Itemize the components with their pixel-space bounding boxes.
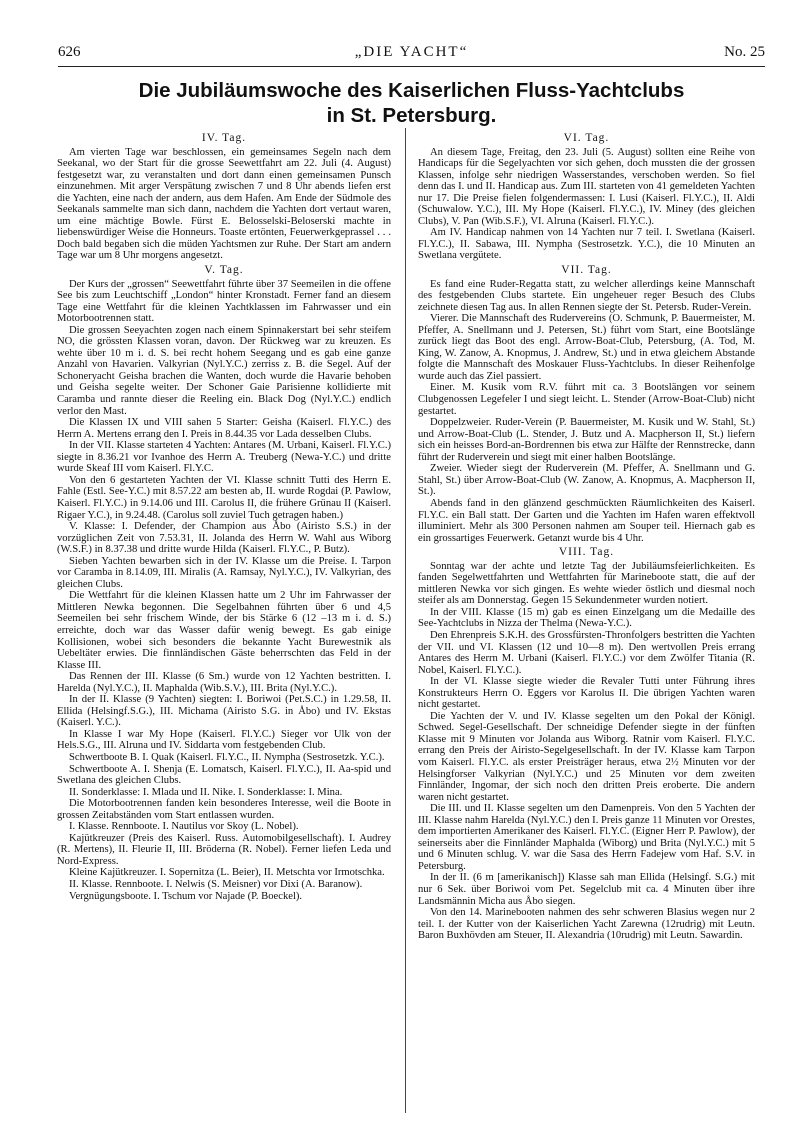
column-divider <box>405 128 406 1113</box>
issue-number: No. 25 <box>724 44 765 60</box>
section-heading: VIII. Tag. <box>558 546 615 559</box>
paragraph: Von den 6 gestarteten Yachten der VI. Klasse schnitt Tutti des Herrn E. Fahle (Estl. See-Y.C.) mit 8.57.22 am besten ab, II. wurde Rogdai (P. Pawlow, Kaiserl. Fl.Y.C.) in 9.14.06 und III. Carolus II, die frühere Grünau II (Kaiserl. Rigaer Y.C.), in 9.24.48. (Carolus soll zuviel Tuch getragen haben.) <box>57 474 391 521</box>
paragraph: Am vierten Tage war beschlossen, ein gemeinsames Segeln nach dem Seekanal, wo der Start für die grosse Seewettfahrt am 22. Juli (4. August) festgesetzt war, zu veranstalten und dort dann einen gemeinsamen Punsch einzunehmen. Mit arger Verspätung zwischen 7 und 8 Uhr abends liefen erst die Yachten, eine nach der andern, aus dem Hafen. Am Ende der Südmole des Seekanals sammelte man sich dann, nachdem die Yachten dort vertaut waren, um eine mächtige Bowle. Fürst E. Belosselski-Beloserski machte in liebenswürdiger Weise die Honneurs. Toaste ertönten, Feuerwerkgeprassel . . . Doch bald begaben sich die müden Yachtsmen zur Ruhe. Der Start am andern Tage war um 8 Uhr morgens angesetzt. <box>57 146 391 262</box>
paragraph: II. Klasse. Rennboote. I. Nelwis (S. Meisner) vor Dixi (A. Baranow). <box>69 879 363 890</box>
paragraph: Die III. und II. Klasse segelten um den Damenpreis. Von den 5 Yachten der III. Klasse nahm Harelda (Nyl.Y.C.) den I. Preis ganze 11 Minuten vor Orestes, dem importierten Amerikaner des Kaiserl. Fl.Y.C. (Eigner Herr P. Pawlow), der seinerseits aber die Finnländer Maphalda (Wiborg) und Brita (Nyl.Y.C.) mit 5 und 6 Minuten schlug. V. war die Sasa des Herrn Fadejew vom Haf. S.V. in Petersburg. <box>418 803 755 872</box>
paragraph: V. Klasse: I. Defender, der Champion aus Åbo (Airisto S.S.) in der vorzüglichen Zeit von 7.53.31, II. Jolanda des Herrn W. Wahl aus Wiborg (W.S.F.) in 8.37.38 und dritte wurde Hilda (Kaiserl. Fl.Y.C., P. Butz). <box>57 521 391 556</box>
paragraph: Einer. M. Kusik vom R.V. führt mit ca. 3 Bootslängen vor seinem Clubgenossen Legefeler I und siegt leicht. L. Stender (Arrow-Boat-Club) nicht gestartet. <box>418 382 755 417</box>
paragraph: Schwertboote A. I. Shenja (E. Lomatsch, Kaiserl. Fl.Y.C.), II. Aa-spid und Swetlana des gleichen Clubs. <box>57 763 391 787</box>
page-number: 626 <box>58 44 81 60</box>
paragraph: II. Sonderklasse: I. Mlada und II. Nike. I. Sonderklasse: I. Mina. <box>69 786 343 798</box>
paragraph: An diesem Tage, Freitag, den 23. Juli (5. August) sollten eine Reihe von Handicaps für die Segelyachten vor sich gehen, doch mussten die der grossen Klassen, infolge sehr niedrigen Wasserstandes, verschoben werden. So fiel denn das I. und II. Handicap aus. Zum III. starteten von 41 gemeldeten Yachten nur 17. Die Preise fielen folgendermassen: I. Lusi (Kaiserl. Fl.Y.C.), II. Aldi (Schuwalow. Y.C.), III. My Hope (Kaiserl. Fl.Y.C.), IV. Miney (des gleichen Clubs), V. Pan (Wib.S.F.), VI. Alruna (Kaiserl. Fl.Y.C.). <box>418 146 755 227</box>
paragraph: In der VII. Klasse starteten 4 Yachten: Antares (M. Urbani, Kaiserl. Fl.Y.C.) siegte in 8.36.21 vor Ivanhoe des Herrn A. Treuberg (Newa-Y.C.) und dritte wurde Skeaf III vom Kaiserl. Fl.Y.C. <box>57 440 391 475</box>
paragraph: Kleine Kajütkreuzer. I. Sopernitza (L. Beier), II. Metschta vor Irmotschka. <box>69 867 385 879</box>
paragraph: I. Klasse. Rennboote. I. Nautilus vor Skoy (L. Nobel). <box>69 821 299 833</box>
paragraph: In der VI. Klasse siegte wieder die Revaler Tutti unter Führung ihres Konstrukteurs Herrn O. Eggers vor Karolus II. Die übrigen Yachten waren nicht gestartet. <box>418 676 755 711</box>
section-heading: VI. Tag. <box>563 132 610 144</box>
paragraph: Von den 14. Marinebooten nahmen des sehr schweren Blasius wegen nur 2 teil. I. der Kutter von der Kaiserlichen Yacht Zarewna (12rudrig) mit Leutn. Baron Buxhövden am Steuer, II. Alexandria (10rudrig) mit Leutn. Sawardin. <box>418 907 755 942</box>
left-column <box>57 130 391 1115</box>
paragraph: Sonntag war der achte und letzte Tag der Jubiläumsfeierlichkeiten. Es fanden Segelwettfahrten und Wettfahrten für Marineboote statt, die auf der mittleren Newka vor sich gingen. Es wehte wieder östlich und diesmal noch steifer als am Donnerstag. Gegen 15 Sekundenmeter wurden notiert. <box>418 560 755 607</box>
paragraph: Die grossen Seeyachten zogen nach einem Spinnakerstart bei sehr steifem NO, die grössten Klassen voran, davon. Der Rückweg war zu kreuzen. Es wehte über 10 m i. d. S. bei recht hohem Seegang und es gab eine ganze Anzahl von Havarien. Valkyrian (Nyl.Y.C.) zerriss z. B. die Segel. Auf der Schoneryacht Geisha brachen die Wanten, doch wurde die Havarie behoben und Geisha segelte weiter. Der Schoner Gaie Parisienne kollidierte mit Caramba und rannte dieser die Reeling ein. Black Dog (Nyl.Y.C.) endlich verlor den Mast. <box>57 324 391 417</box>
paragraph: Vierer. Die Mannschaft des Rudervereins (O. Schmunk, P. Bauermeister, M. Pfeffer, A. Snellmann und J. Petersen, St.) führt vom Start, eine Bootslänge zurück liegt das Boot des engl. Arrow-Boat-Club, Petersburg, (A. Tod, M. King, W. Zanow, A. Knopmus, J. Andrew, St.) und in etwa gleichem Abstande folgte die Mannschaft des Moskauer Fluss-Yachtclubs. In dieser Reihenfolge wurde auch das Ziel passiert. <box>418 313 755 382</box>
paragraph: Abends fand in den glänzend geschmückten Räumlichkeiten des Kaiserl. Fl.Y.C. ein Ball statt. Der Garten und die Yachten im Hafen waren effektvoll illuminiert. Mehr als 300 Personen nahmen am Souper teil. Hiernach gab es ein grossartiges Feuerwerk. Getanzt wurde bis 4 Uhr. <box>418 497 755 544</box>
section-heading: V. Tag. <box>204 264 244 277</box>
paragraph: Am IV. Handicap nahmen von 14 Yachten nur 7 teil. I. Swetlana (Kaiserl. Fl.Y.C.), II. Sabawa, III. Nympha (Sestrosetzk. Y.C.), die 10 Minuten an Swetlana vergütete. <box>418 227 755 262</box>
paragraph: Das Rennen der III. Klasse (6 Sm.) wurde von 12 Yachten bestritten. I. Harelda (Nyl.Y.C.), II. Maphalda (Wib.S.V.), III. Brita (Nyl.Y.C.). <box>57 671 391 694</box>
paragraph: Die Yachten der V. und IV. Klasse segelten um den Pokal der Königl. Schwed. Segel-Gesellschaft. Der schneidige Defender siegte in der fünften Klasse mit 9 Minuten vor Jolanda aus Wiborg. Ratnir vom Kaiserl. Fl.Y.C. errang den Preis der Airisto-Segelgesellschaft. In der IV. Klasse kam Tarpon vom Kaiserl. Fl.Y.C. als erster Preisträger heraus, etwa 2½ Minuten vor der Helsingforser Valkyrian (Nyl.Y.C.) und 25 Minuten vor dem zweiten Finnländer, Ingomar, der sich noch den dritten Preis eroberte. Die andern waren nicht gestartet. <box>418 710 755 803</box>
paragraph: Kajütkreuzer (Preis des Kaiserl. Russ. Automobilgesellschaft). I. Audrey (R. Mertens), II. Fleurie II, III. Bröderna (R. Nobel). Ferner liefen Leda und Nord-Express. <box>57 832 391 867</box>
paragraph: Schwertboote B. I. Quak (Kaiserl. Fl.Y.C., II. Nympha (Sestrosetzk. Y.C.). <box>69 751 385 763</box>
paragraph: Es fand eine Ruder-Regatta statt, zu welcher allerdings keine Mannschaft des festgebenden Clubs startete. Ein ungeheuer reger Besuch des Clubs zeichnete diesen Tag aus. In allen Rennen siegte der St. Petersb. Ruder-Verein. <box>418 278 755 313</box>
paragraph: Doppelzweier. Ruder-Verein (P. Bauermeister, M. Kusik und W. Stahl, St.) und Arrow-Boat-Club (L. Stender, J. Butz und A. Macpherson II, St.) liefern sich ein heisses Bord-an-Bordrennen bis etwa zur Hälfte der Rennstrecke, dann führt der Ruderverein und siegt mit einer halben Bootslänge. <box>418 417 755 463</box>
paragraph: Sieben Yachten bewarben sich in der IV. Klasse um die Preise. I. Tarpon vor Caramba in 8.14.09, III. Miralis (A. Ramsay, Nyl.Y.C.), IV. Valkyrian, des gleichen Clubs. <box>57 555 391 590</box>
right-column <box>418 130 755 1115</box>
paragraph: Vergnügungsboote. I. Tschum vor Najade (P. Boeckel). <box>69 890 303 902</box>
paragraph: Der Kurs der „grossen“ Seewettfahrt führte über 37 Seemeilen in die offene See bis zum Leuchtschiff „London“ hinter Kronstadt. Ferner fand an diesem Tage eine Wettfahrt für die kleinen Yachtklassen im Fahrwasser und ein Motorbootrennen statt. <box>57 278 391 325</box>
running-header <box>58 44 765 67</box>
paragraph: In der II. Klasse (9 Yachten) siegten: I. Boriwoi (Pet.S.C.) in 1.29.58, II. Ellida (Helsingf.S.G.), III. Michama (Airisto S.G. in Åbo) und IV. Ekstas (Kaiserl. Y.C.). <box>57 694 391 729</box>
paragraph: Die Klassen IX und VIII sahen 5 Starter: Geisha (Kaiserl. Fl.Y.C.) des Herrn A. Mertens errang den I. Preis in 8.44.35 vor Lada desselben Clubs. <box>57 417 391 440</box>
article-title <box>58 78 765 128</box>
paragraph: Die Motorbootrennen fanden kein besonderes Interesse, weil die Boote in grossen Zeitabständen vom Start entlassen wurden. <box>57 798 391 821</box>
paragraph: In Klasse I war My Hope (Kaiserl. Fl.Y.C.) Sieger vor Ulk von der Hels.S.G., III. Alruna und IV. Siddarta vom festgebenden Club. <box>57 728 391 752</box>
paragraph: Die Wettfahrt für die kleinen Klassen hatte um 2 Uhr im Fahrwasser der Mittleren Newka begonnen. Die Segelbahnen führten über 6 und 4,5 Seemeilen bei sehr frischem Winde, der bis Stärke 6 (12 –13 m i. d. S.) erreichte, doch war das Wasser dafür wenig bewegt. Es gab einige Kollisionen, wobei sich besonders die bekannte Yacht Burewestnik als Uebeltäter erwies. Die finnländischen Gäste beherrschten das Feld in der Klasse III. <box>57 590 391 671</box>
paragraph: In der VIII. Klasse (15 m) gab es einen Einzelgang um die Medaille des See-Yachtclubs in Nizza der Thelma (Newa-Y.C.). <box>418 606 755 630</box>
article-title-line-1: Die Jubiläumswoche des Kaiserlichen Fluss-Yachtclubs <box>138 79 685 102</box>
paragraph: Zweier. Wieder siegt der Ruderverein (M. Pfeffer, A. Snellmann und G. Stahl, St.) über Arrow-Boat-Club (W. Zanow, A. Knopmus, A. Macpherson II, St.). <box>418 463 755 498</box>
section-heading: VII. Tag. <box>561 264 612 277</box>
section-heading: IV. Tag. <box>201 132 247 144</box>
magazine-name: „DIE YACHT“ <box>354 44 469 60</box>
paragraph: In der II. (6 m [amerikanisch]) Klasse sah man Ellida (Helsingf. S.G.) mit nur 6 Sek. über Boriwoi vom Pet. Segelclub mit ca. 4 Minuten über ihre Landsmännin Micha aus Åbo siegen. <box>418 872 755 907</box>
article-title-line-2: in St. Petersburg. <box>326 104 497 127</box>
paragraph: Den Ehrenpreis S.K.H. des Grossfürsten-Thronfolgers bestritten die Yachten der VII. und VI. Klassen (12 und 10—8 m). Den wertvollen Preis errang Antares des Herrn M. Urbani (Kaiserl. Fl.Y.C.) vor dem Zwölfer Titania (R. Nobel, Kaiserl. Fl.Y.C.). <box>418 629 755 676</box>
